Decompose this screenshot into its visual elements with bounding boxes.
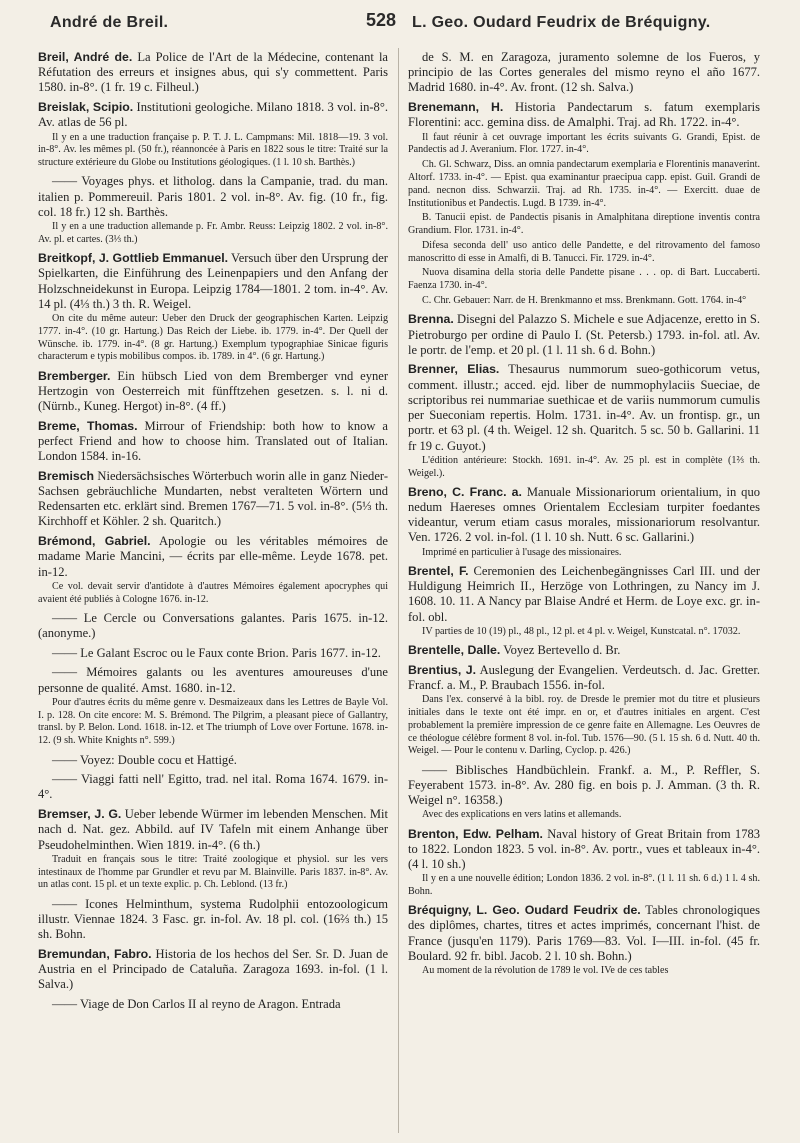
entry-note: IV parties de 10 (19) pl., 48 pl., 12 pl. et 4 pl. v. Weigel, Kunstcatal. n°. 17032. [422,625,741,637]
entry-author: Breno, C. Franc. a. [408,484,522,499]
bibliography-entry [408,564,760,639]
bibliography-entry [38,753,388,768]
entry-text: —— Mémoires galants ou les aventures amoureuses d'une personne de qualité. Amst. 1680. in-12. [38,665,388,695]
entry-author: Brentelle, Dalle. [408,643,501,658]
bibliography-entry [408,663,760,758]
entry-note: B. Tanucii epist. de Pandectis pisanis in Amalphitana direptione inventis contra Grandium. Flor. 1731. in-4°. [408,212,760,237]
page-number: 528 [366,10,397,30]
entry-author: Brenton, Edw. Pelham. [408,826,543,841]
entry-author: Breislak, Scipio. [38,100,134,115]
bibliography-entry [38,665,388,748]
entry-text: Ein hübsch Lied von dem Bremberger vnd eyner Hertzogin von Oesterreich mit fünfftzehen gesetzen. s. l. ni d. (Nürnb., Kuneg. Hergot) in-8°. (4 ff.) [38,368,388,414]
entry-text: de S. M. en Zaragoza, juramento solemne de los Fueros, y principio de las Cortes generales del mismo reyno el año 1677. Madrid 1680. in-4°. Av. front. (12 sh. Salva.) [408,50,760,95]
bibliography-entry [408,312,760,358]
entry-text: Historia de los hechos del Ser. Sr. D. Juan de Austria en el Principado de Cataluña. Zaragoza 1693. in-fol. (1 l. Salva.) [38,946,388,992]
entry-text: —— Voyez: Double cocu et Hattigé. [52,752,237,767]
bibliography-entry [38,174,388,246]
bibliography-entry [408,827,760,899]
entry-author: Brémond, Gabriel. [38,534,151,549]
bibliography-entry [408,100,760,308]
running-header [40,10,760,40]
entry-author: Bremser, J. G. [38,807,122,822]
bibliography-entry [38,50,388,96]
entry-author: Bréquigny, L. Geo. Oudard Feudrix de. [408,903,641,918]
entry-author: Breitkopf, J. Gottlieb Emmanuel. [38,251,229,266]
entry-note: Au moment de la révolution de 1789 le vol. IVe de ces tables [422,965,669,977]
entry-note: Difesa seconda dell' uso antico delle Pandette, e del ritrovamento del famoso manoscritto di esse in Amalfi, di B. Tanucci. Fir. 1729. in-4°. [408,239,760,264]
entry-text: —— Le Cercle ou Conversations galantes. Paris 1675. in-12. (anonyme.) [38,610,388,641]
entry-text: —— Biblisches Handbüchlein. Frankf. a. M., P. Reffler, S. Feyerabent 1573. in-8°. Av. 280 fig. en bois p. J. Amman. (3 th. R. Weigel n°. 16358.) [408,762,760,808]
bibliography-entry [38,807,388,892]
entry-author: Brenner, Elias. [408,362,500,377]
bibliography-entry [408,50,760,96]
bibliography-entry [38,100,388,170]
entry-author: Brentius, J. [408,662,477,677]
entry-author: Brentel, F. [408,563,469,578]
entry-author: Bremundan, Fabro. [38,946,152,961]
entry-note: Pour d'autres écrits du même genre v. Desmaizeaux dans les Lettres de Bayle Vol. I. p. 128. On cite encore: M. S. Brémond. The Pilgrim, a pleasant piece of Gallantry, transl. by P. Belon. Lond. 1618. in-12. et The triumph of Love over Fortune. 1678. in-12. (9 sh. White Knights n°. 599.) [38,696,388,747]
entry-note: On cite du même auteur: Ueber den Druck der geographischen Karten. Leipzig 1777. in-4°. (10 gr. Hartung.) Das Reich der Liebe. ib. 1779. in-4°. Der Quell der Wünsche. ib. 1779. in-4°. (8 gr. Hartung.) Exemplum typographiae Sinicae figuris characterum e typis mobilibus compos. ib. 1789. in 4°. (6 gr. Hartung.) [38,312,388,363]
bibliography-entry [408,485,760,560]
entry-note: Avec des explications en vers latins et allemands. [422,809,622,821]
entry-text: Versuch über den Ursprung der Spielkarten, die Einführung des Leinenpapiers und den Anfang der Holzschneidekunst in Europa. Leipzig 1784—1801. 2 tom. in-4°. Av. 14 pl. (4⅓ th.) 3 th. R. Weigel. [38,251,388,311]
entry-text: Thesaurus nummorum sueo-gothicorum vetus, comment. illustr.; acced. ejd. liber de nummophylaciis Sueciae, de scriptoribus rei nummariae suethicae et de variis nummorum cumulis per Sueconiam repertis. Holm. 1731. in-4°. Av. un frontisp. gr., un portr. et 63 pl. (4 th. Weigel. 12 sh. Quaritch. 5 sc. 50 b. Gallarini. 11 fr 19 c. Guyot.) [408,362,760,453]
entry-text: —— Viage de Don Carlos II al reyno de Aragon. Entrada [52,996,341,1011]
bibliography-entry [38,997,388,1012]
entry-note: Nuova disamina della storia delle Pandette pisane . . . op. di Bart. Luccaberti. Faenza 1730. in-4°. [408,267,760,292]
bibliography-entry [408,362,760,480]
entry-text: Institutioni geologiche. Milano 1818. 3 vol. in-8°. Av. atlas de 56 pl. [38,100,388,130]
entry-note: Traduit en français sous le titre: Traité zoologique et physiol. sur les vers intestinaux de l'homme par Grundler et revu par M. Blainville. Paris 1837. in-8°. Av. un atlas cont. 15 pl. et un texte explic. p. Ch. Leblond. (13 fr.) [38,853,388,891]
entry-text: Disegni del Palazzo S. Michele e sue Adjacenze, eretto in S. Pietroburgo per ordine di Paulo I. (St. Petersb.) 1793. in-fol. atl. Av. le portr. de l'emp. et 20 pl. (1 l. 11 sh. 6 d. Bohn.) [408,312,760,357]
entry-text: —— Le Galant Escroc ou le Faux conte Brion. Paris 1677. in-12. [52,645,381,660]
entry-text: Tables chronologiques des diplômes, chartes, titres et actes imprimés, concernant l'hist. de France (jusqu'en 1179). Paris 1769—83. Vol. I—III. in-fol. (45 fr. Boulard. 92 fr. bibl. Jacob. 2 l. 10 sh. Bohn.) [408,903,760,963]
bibliography-entry [38,419,388,465]
bibliography-entry [38,369,388,415]
bibliography-entry [408,903,760,978]
entry-author: Brenemann, H. [408,100,504,115]
entry-author: Bremberger. [38,368,111,383]
entry-text: —— Voyages phys. et litholog. dans la Campanie, trad. du man. italien p. Pommereuil. Paris 1801. 2 vol. in-8°. Av. fig. (10 fr., fig. col. 18 fr.) 12 sh. Barthès. [38,174,388,219]
bibliography-entry [38,251,388,364]
entry-author: Brenna. [408,312,454,327]
entry-text: —— Icones Helminthum, systema Rudolphii entozoologicum illustr. Viennae 1824. 3 Fasc. gr. in-fol. Av. 18 pl. col. (16⅔ th.) 15 sh. Bohn. [38,896,388,942]
entry-note: Il faut réunir à cet ouvrage important les écrits suivants G. Grandi, Epist. de Pandectis ad J. Averanium. Flor. 1727. in-4°. [408,131,760,156]
right-column [408,50,760,1136]
entry-author: Breme, Thomas. [38,418,138,433]
entry-note: C. Chr. Gebauer: Narr. de H. Brenkmanno et mss. Brenkmann. Gott. 1764. in-4° [422,295,747,307]
bibliography-entry [38,611,388,641]
bibliography-entry [408,763,760,822]
entry-text: La Police de l'Art de la Médecine, contenant la Réfutation des erreurs et insignes abus, qui s'y commettent. Paris 1580. in-8°. (1 fr. 19 c. Filheul.) [38,50,388,95]
entry-text: Niedersächsisches Wörterbuch worin alle in ganz Nieder-Sachsen gebräuchliche Mundarten, nebst veralteten Wörtern und Redensarten etc. erklärt sind. Bremen 1767—71. 5 vol. in-8°. (5⅓ th. Kirchhoff et Köhler. 2 sh. Quaritch.) [38,468,388,529]
column-divider [398,48,399,1133]
bibliography-entry [408,643,760,658]
entry-author: Breil, André de. [38,50,133,64]
entry-text: Voyez Bertevello d. Br. [503,643,621,658]
header-right-title: L. Geo. Oudard Feudrix de Bréquigny. [412,14,711,31]
entry-note: Il y en a une traduction française p. P. T. J. L. Campmans: Mil. 1818—19. 3 vol. in-8°. Av. les mêmes pl. (50 fr.), réannoncée à Paris en 1822 sous le titre: Traité sur la structure extérieure du Globe ou Institutions géologiques. (1 l. 10 sh. Barthès.) [38,131,388,169]
entry-note: Ce vol. devait servir d'antidote à d'autres Mémoires également apocryphes qui avaient été publiés à Cologne 1676. in-12. [38,580,388,605]
entry-note: L'édition antérieure: Stockh. 1691. in-4°. Av. 25 pl. est in complète (1⅔ th. Weigel.). [408,454,760,479]
entry-note: Ch. Gl. Schwarz, Diss. an omnia pandectarum exemplaria e Florentinis manaverint. Altorf. 1733. in-4°. — Epist. qua examinantur praecipua capp. epist. Guil. Grandi de pand. necnon diss. Schwarzii. Traj. ad Rh. 1735. in-4°. — Exercitt. duae de Institutionibus et Pandectis. Lugd. B 1739. in-4°. [408,159,760,209]
bibliography-entry [38,646,388,661]
entry-text: Mirrour of Friendship: both how to know a perfect Friend and how to choose him. Translated out of Italian. London 1584. in-16. [38,418,388,464]
entry-note: Il y en a une traduction allemande p. Fr. Ambr. Reuss: Leipzig 1802. 2 vol. in-8°. Av. pl. et cartes. (3⅓ th.) [38,221,388,245]
left-column [38,50,388,1136]
bibliography-entry [38,772,388,802]
entry-note: Dans l'ex. conservé à la bibl. roy. de Dresde le premier mot du titre et plusieurs initiales dans le texte ont été impr. en or, et d'autres initiales en argent. C'est probablement la première impression de ce genre faite en Allemagne. Les Oeuvres de ce théologue célèbre forment 8 vol. in-fol. Tub. 1576—90. (5 l. 15 sh. 6 d. Nutt. 40 th. Weigel. — Pour le contenu v. Darling, Cyclop. p. 426.) [408,694,760,757]
bibliography-entry [38,947,388,993]
bibliography-entry [38,897,388,943]
entry-author: Bremisch [38,468,95,483]
entry-text: —— Viaggi fatti nell' Egitto, trad. nel ital. Roma 1674. 1679. in-4°. [38,772,388,802]
entry-note: Imprimé en particulier à l'usage des missionaires. [422,546,622,558]
bibliography-entry [38,534,388,606]
entry-text: Auslegung der Evangelien. Verdeutsch. d. Jac. Gretter. Francf. a. M., P. Braubach 1556. in-fol. [408,662,760,692]
entry-note: Il y en a une nouvelle édition; London 1836. 2 vol. in-8°. (1 l. 11 sh. 6 d.) 1 l. 4 sh. Bohn. [408,873,760,897]
entry-text: Ueber lebende Würmer im lebenden Menschen. Mit nach d. Nat. gez. Abbild. auf IV Tafeln mit einem Anhange über Pseudohelminthen. Wien 1819. in-4°. (6 th.) [38,807,388,852]
entry-text: Naval history of Great Britain from 1783 to 1822. London 1823. 5 vol. in-8°. Av. portr., vues et tableaux in-4°. (4 l. 10 sh.) [408,826,760,871]
entry-text: Manuale Missionariorum orientalium, in quo nedum Haereses omnes Orientalem Ecclesiam turpiter foedantes videantur, verum etiam casus morales, missionariorum resolvantur. Ven. 1726. 2 vol. in-fol. (1 l. 10 sh. Nutt. 6 sc. Gallarini.) [408,484,760,545]
entry-text: Ceremonien des Leichenbegängnisses Carl III. und der Huldigung Heimrich II., Herzöge von Lothringen, zu Nancy im J. 1608. 10. 11. A Nancy par Blaise André et Herm. de Loye exc. gr. in-fol. obl. [408,563,760,624]
entry-text: Historia Pandectarum s. fatum exemplaris Florentini: acc. gemina diss. de Amalphi. Traj. ad Rh. 1722. in-4°. [408,100,760,130]
entry-text: Apologie ou les véritables mémoires de madame Marie Mancini, — écrits par elle-même. Leyde 1678. pet. in-12. [38,534,388,579]
bibliography-entry [38,469,388,530]
header-left-title: André de Breil. [50,14,169,31]
